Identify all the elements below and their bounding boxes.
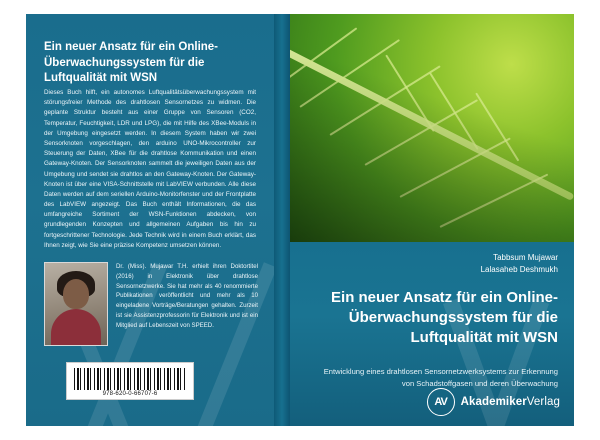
- front-cover-authors: [481, 252, 558, 276]
- author-block: [44, 262, 258, 358]
- back-cover-panel: [26, 14, 274, 426]
- author-name-1: Tabbsum Mujawar: [493, 253, 558, 262]
- leaf-photograph: [290, 14, 574, 242]
- publisher-name-suffix: Verlag: [526, 396, 560, 408]
- author-photo: [44, 262, 108, 346]
- front-cover-subtitle: Entwicklung eines drahtlosen Sensornetzwerksystems zur Erkennung von Schadstoffgasen und deren Überwachung: [323, 367, 558, 389]
- author-bio-text: Dr. (Miss). Mujawar T.H. erhielt ihren Doktortitel (2016) in Elektronik über drahtlose Sensornetzwerke. Sie hat mehr als 40 renommierte Publikationen veröffentlicht und mehr als 10 eingeladene Vorträge/Beratungen gehalten. Zurzeit ist sie Assistenzprofessorin für Elektronik und ist ein Mitglied auf Lebenszeit von SPEED.: [116, 263, 258, 329]
- front-cover-panel: [290, 14, 574, 426]
- barcode-icon: [74, 368, 186, 390]
- publisher-name: [461, 396, 560, 408]
- back-cover-title: Ein neuer Ansatz für ein Online-Überwachungssystem für die Luftqualität mit WSN: [44, 41, 219, 85]
- back-cover-blurb: Dieses Buch hilft, ein autonomes Luftqualitätsüberwachungssystem mit störungsfreier Methode des drahtlosen Sensornetzes zu widmen. Die geplante Struktur besteht aus einer Gruppe von Sensoren (CO2, Temperatur, Feuchtigkeit, LDR und LPG), die mit Hilfe des XBee-Moduls in der Umgebung eingesetzt werden. In diesem System haben wir zwei Sensorknoten vorgeschlagen, den arduino UNO-Mikrocontroller zur Steuerung der Daten, XBee für die drahtlose Kommunikation und einen Gateway-Knoten. Der Sensorknoten sammelt die jeweiligen Daten aus der Umgebung und sendet sie drahtlos an den Gateway-Knoten. Der Gateway-Knoten ist über eine VISA-Schnittstelle mit LabVIEW verbunden. Alle diese Daten werden auf dem seriellen Arduino-Monitorfenster und der Frontplatte des LabVIEW angezeigt. Das Buch enthält Informationen, die das umfangreiche Sortiment der WSN-Funktionen abdecken, von grundlegenden Konzepten und allgemeinen Aufgaben bis hin zu fortgeschrittener Technologie. Jede Technik wird in einem Buch erklärt, das Ihnen zeigt, wie Sie eine präzise Kompetenz umsetzen können.: [44, 89, 256, 249]
- front-cover-text-band: [290, 242, 574, 426]
- portrait-face-shape: [63, 279, 89, 309]
- book-spine: [274, 14, 290, 426]
- photo-vignette: [290, 14, 574, 242]
- publisher-mark-icon: AV: [427, 388, 455, 416]
- author-name-2: Lalasaheb Deshmukh: [480, 265, 558, 274]
- publisher-logo-block: [427, 388, 560, 416]
- publisher-name-main: Akademiker: [460, 396, 527, 408]
- front-cover-title: Ein neuer Ansatz für ein Online-Überwachungssystem für die Luftqualität mit WSN: [331, 289, 558, 346]
- isbn-number: 978-620-0-66707-6: [102, 391, 158, 397]
- isbn-barcode-box: [66, 362, 194, 400]
- portrait-body-shape: [51, 309, 101, 346]
